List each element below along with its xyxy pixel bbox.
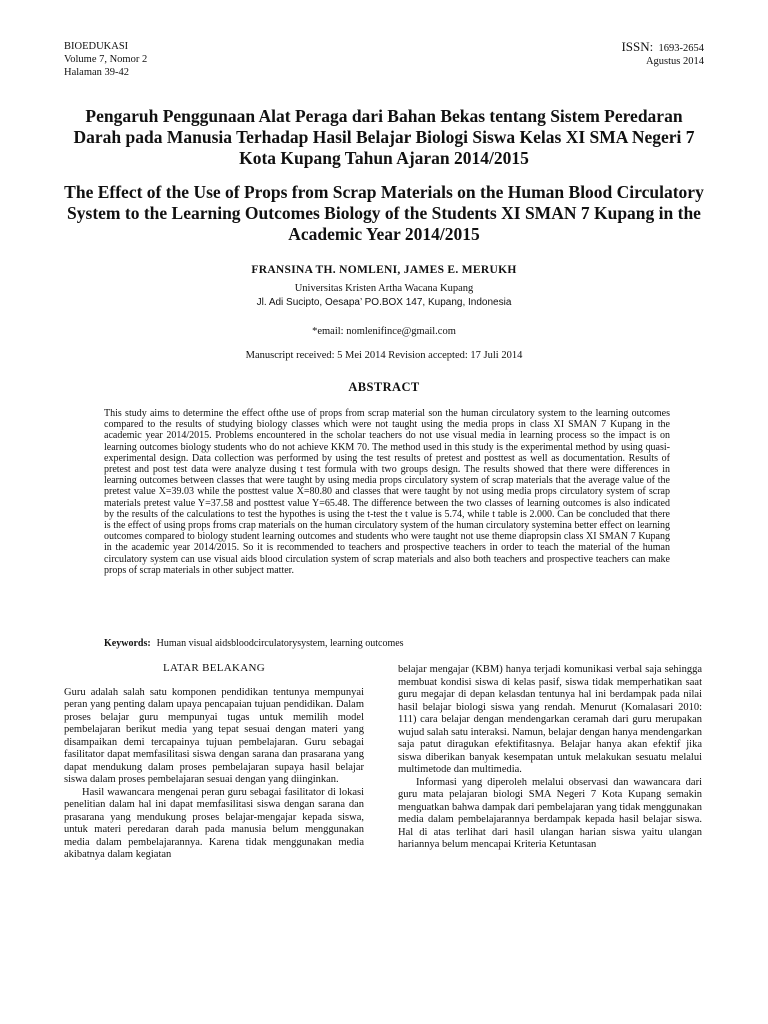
paragraph: Informasi yang diperoleh melalui observasi dan wawancara dari guru mata pelajaran biologi SMA Negeri 7 Kota Kupang semakin menguatkan bahwa dampak dari pembelajaran yang tidak menggunakan media dalam pembelajarannya berdampak kepada hasil belajar siswa. Hal di atas terlihat dari hasil ulangan harian siswa yaitu ulangan hariannya belum mencapai Kriteria Ketuntasan <box>398 776 702 850</box>
issn-info <box>621 40 704 68</box>
issn-value: 1693-2654 <box>658 43 704 54</box>
journal-name: BIOEDUKASI <box>64 41 129 52</box>
author-email: *email: nomlenifince@gmail.com <box>312 326 456 337</box>
publication-date: Agustus 2014 <box>645 56 704 67</box>
affiliation-block <box>64 282 704 310</box>
paragraph: belajar mengajar (KBM) hanya terjadi komunikasi verbal saja sehingga membuat kondisi siswa di kelas pasif, siswa tidak memperhatikan saat guru megajar di depan kelasdan tentunya hal ini berdampak pada nilai hasil belajar biologi siswa yang rendah. Menurut (Komalasari 2010: 111) cara belajar dengan mendengarkan ceramah dari guru merupakan wujud salah satu interaksi. Namun, belajar dengan hanya mendengarkan saja patut diragukan efektifitasnya. Belajar hanya akan efektif jika siswa diberikan banyak kesempatan untuk melakukan sesuatu melalui multimetode dan multimedia. <box>398 664 702 775</box>
affiliation: Universitas Kristen Artha Wacana Kupang <box>294 283 474 294</box>
title-english: The Effect of the Use of Props from Scrap Materials on the Human Blood Circulatory System to the Learning Outcomes Biology of the Students XI SMAN 7 Kupang in the Academic Year 2014/2015 <box>64 182 704 244</box>
address: Jl. Adi Sucipto, Oesapa’ PO.BOX 147, Kupang, Indonesia <box>256 297 512 308</box>
keywords <box>104 638 670 649</box>
body-column-right <box>398 664 702 852</box>
abstract-heading: ABSTRACT <box>348 380 420 394</box>
journal-info <box>64 40 147 79</box>
section-heading: LATAR BELAKANG <box>162 662 265 674</box>
abstract-text: This study aims to determine the effect ofthe use of props from scrap material son the human circulatory system to the learning outcomes compared to the results of studying biology classes which were not taught using the media props in class XI SMAN 7 Kupang in the academic year 2014/2015. Problems encountered in the scholar teachers do not use visual media in learning process so the impact is on learning outcomes biology students who do not achieve KKM 70. The method used in this study is the experimental method by using quasi-experimental design. Data collection was performed by using the test results of pretest and posttest as well as documentation. Results of pretest and post test data were analyze dusing t test formula with two groups design. The results showed that there were differences in learning outcomes between classes that were taught by using media props circulatory system of scrap materials that the average value of the pretest value X=39.03 while the posttest value X=80.80 and classes that were taught by not using media props circulatory system of scrap materials pretest value Y=37.58 and posttest value Y=65.48. The difference between the two classes of learning outcomes is also indicated by the results of the calculations to test the hypothes is using the t-test the t value is 5.74, while t table is 2.000. Can be concluded that there is the effect of using props froms crap materials on the human circulatory system of the human circulatory systemina better effect on learning outcomes compared to biology student learning outcomes and students who were taught not use theme diapropsin class XI SMAN 7 Kupang in the academic year 2014/2015. So it is recommended to teachers and prospective teachers in order to teach the material of the human circulatory system can use visual aids blood circulation system of scrap materials and also both teachers and prospective teachers can make props of scrap materials in other subject matter. <box>104 408 670 576</box>
journal-pages: Halaman 39-42 <box>64 67 130 78</box>
paragraph: Hasil wawancara mengenai peran guru sebagai fasilitator di lokasi penelitian dalam hal ini dapat memfasilitasi siswa dengan sarana dan prasarana yang mendukung proses belajar-mengajar kepada siswa, untuk materi peredaran darah pada manusia belum menggunakan media dalam pembelajarannya. Karena tidak menggunakan media akibatnya dalam kegiatan <box>64 786 364 860</box>
manuscript-dates: Manuscript received: 5 Mei 2014 Revision accepted: 17 Juli 2014 <box>245 350 523 361</box>
title-indonesian: Pengaruh Penggunaan Alat Peraga dari Bahan Bekas tentang Sistem Peredaran Darah pada Manusia Terhadap Hasil Belajar Biologi Siswa Kelas XI SMA Negeri 7 Kota Kupang Tahun Ajaran 2014/2015 <box>73 106 695 168</box>
journal-volume: Volume 7, Nomor 2 <box>64 54 148 65</box>
keywords-text: Human visual aidsbloodcirculatorysystem, learning outcomes <box>156 638 404 649</box>
keywords-label: Keywords: <box>104 638 151 649</box>
authors: FRANSINA TH. NOMLENI, JAMES E. MERUKH <box>251 264 517 276</box>
issn-label: ISSN: <box>621 39 654 54</box>
body-column-left <box>64 662 364 862</box>
paragraph: Guru adalah salah satu komponen pendidikan tentunya mempunyai peran yang penting dalam upaya pencapaian tujuan pendidikan. Dalam proses belajar guru mempunyai tugas untuk memilih model pembelajaran berikut media yang tepat sesuai dengan materi yang disampaikan demi tercapainya tujuan pembelajaran. Guru sebagai fasilitator dapat memfasilitasi siswa dengan sarana dan prasarana yang dapat mendukung dalam proses pembelajaran supaya hasil belajar siswa dalam proses pembelajaran sesuai dengan yang diinginkan. <box>64 686 364 785</box>
